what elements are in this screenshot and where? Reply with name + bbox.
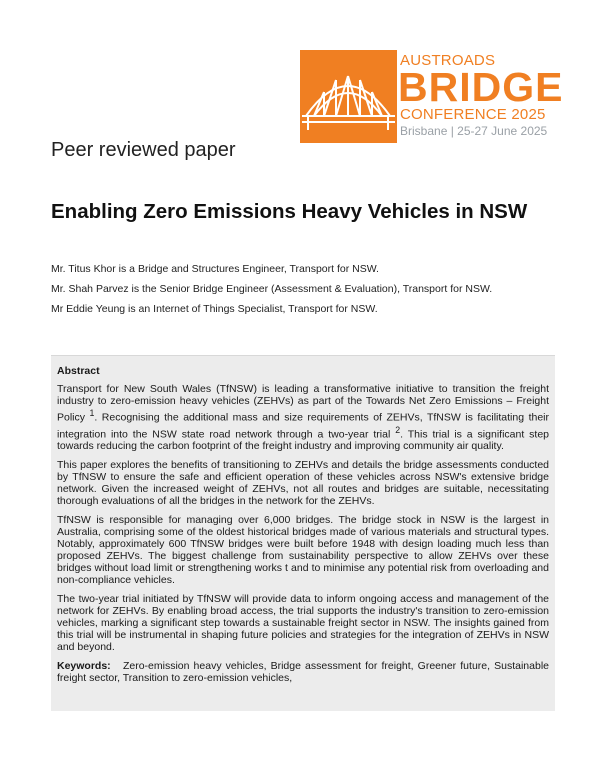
paper-title: Enabling Zero Emissions Heavy Vehicles in NSW [51,200,528,223]
keywords-paragraph [57,660,549,684]
author-line: Mr Eddie Yeung is an Internet of Things Specialist, Transport for NSW. [51,303,378,315]
logo-line-austroads: AUSTROADS [400,52,496,69]
logo-line-conference: CONFERENCE 2025 [400,106,546,123]
logo-line-location-date: Brisbane | 25-27 June 2025 [400,124,548,138]
abstract-text: . Recognising the additional mass and size requirements of ZEHVs, TfNSW is facilitating their integration into the NSW state road network through a two-year trial [57,411,549,440]
bridge-truss-icon [300,50,397,143]
abstract-paragraph [57,383,549,452]
keywords-list: Zero-emission heavy vehicles, Bridge assessment for freight, Greener future, Sustainable freight sector, Transition to zero-emission vehicles, [57,660,549,684]
abstract-box [51,355,555,711]
conference-logo [300,50,564,143]
abstract-text: Transport for New South Wales (TfNSW) is leading a transformative initiative to transition the freight industry to zero-emission heavy vehicles (ZEHVs) as part of the Towards Net Zero Emissions – Freight Policy [57,383,549,424]
logo-line-bridge: BRIDGE [398,64,564,110]
author-line: Mr. Shah Parvez is the Senior Bridge Engineer (Assessment & Evaluation), Transport for NSW. [51,283,493,295]
abstract-text: . This trial is a significant step towards reducing the carbon footprint of the freight industry and improving community air quality. [57,428,550,452]
author-line: Mr. Titus Khor is a Bridge and Structures Engineer, Transport for NSW. [51,263,379,275]
keywords-label: Keywords: [57,660,111,672]
logo-text [398,52,564,139]
abstract-paragraph: This paper explores the benefits of transitioning to ZEHVs and details the bridge assessments conducted by TfNSW to ensure the safe and efficient operation of these vehicles across NSW's extensive bridge network. Given the increased weight of ZEHVs, not all routes and bridges are suitable, necessitating thorough evaluations of all the bridges in the network for the ZEHVs. [57,459,549,507]
abstract-paragraph: TfNSW is responsible for managing over 6,000 bridges. The bridge stock in NSW is the largest in Australia, comprising some of the oldest historical bridges made of various materials and structural types. Notably, approximately 600 TfNSW bridges were built before 1948 with design loading much less than proposed ZEHVs. The biggest challenge from sustainability perspective to allow ZEHVs over these bridges without load limit or strengthening works t and to minimise any potential risk from overloading and non-compliance vehicles. [57,514,549,586]
footnote-ref[interactable]: 2 [395,424,401,435]
abstract-heading: Abstract [57,365,100,377]
paper-type-label: Peer reviewed paper [51,139,236,161]
abstract-paragraph: The two-year trial initiated by TfNSW will provide data to inform ongoing access and management of the network for ZEHVs. By enabling broad access, the trial supports the industry's transition to zero-emission vehicles, marking a significant step towards a sustainable freight sector in NSW. The insights gained from this trial will be instrumental in shaping future policies and strategies for the integration of ZEHVs in NSW and beyond. [57,593,549,653]
footnote-ref[interactable]: 1 [89,408,95,418]
